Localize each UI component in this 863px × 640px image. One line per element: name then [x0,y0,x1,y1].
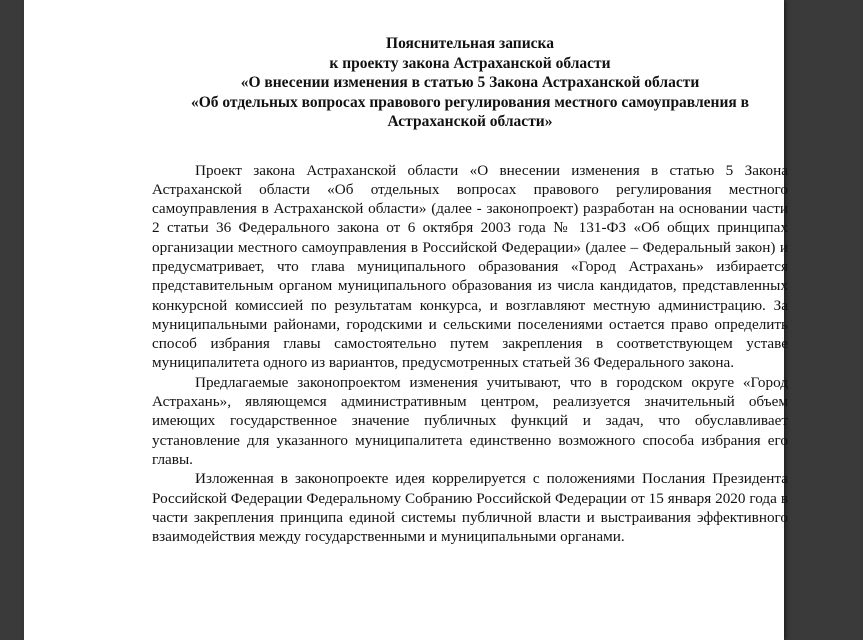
heading-line-4: «Об отдельных вопросах правового регулирования местного самоуправления в [190,93,750,111]
heading-line-1: Пояснительная записка [386,35,554,52]
document-page [24,0,788,640]
heading-line-5: Астраханской области» [387,113,553,130]
heading-line-3: «О внесении изменения в статью 5 Закона Астраханской области [240,74,700,91]
paragraph-2: Предлагаемые законопроектом изменения учитывают, что в городском округе «Город Астрахань», являющемся административным центром, реализуется значительный объем имеющих государственное значение публичных функций и задач, что обуславливает установление для указанного муниципалитета единственно возможного способа избрания его главы. [152,373,788,468]
heading-line-2: к проекту закона Астраханской области [329,54,611,72]
document-heading [152,34,788,132]
page-content [152,34,788,546]
paragraph-3: Изложенная в законопроекте идея коррелируется с положениями Послания Президента Российской Федерации Федеральному Собранию Российской Федерации от 15 января 2020 года в части закрепления принципа единой системы публичной власти и выстраивания эффективного взаимодействия между государственными и муниципальными органами. [152,470,788,546]
paragraph-1: Проект закона Астраханской области «О внесении изменения в статью 5 Закона Астраханской области «Об отдельных вопросах правового регулирования местного самоуправления в Астраханской области» (далее - законопроект) разработан на основании части 2 статьи 36 Федерального закона от 6 октября 2003 года № 131-ФЗ «Об общих принципах организации местного самоуправления в Российской Федерации» (далее – Федеральный закон) и предусматривает, что глава муниципального образования «Город Астрахань» избирается представительным органом муниципального образования из числа кандидатов, представленных конкурсной комиссией по результатам конкурса, и возглавляют местную администрацию. За муниципальными районами, городскими и сельскими поселениями остается право определить способ избрания главы самостоятельно путем закрепления в соответствующем уставе муниципалитета одного из вариантов, предусмотренных статьей 36 Федерального закона. [152,161,788,372]
document-body [152,161,788,547]
